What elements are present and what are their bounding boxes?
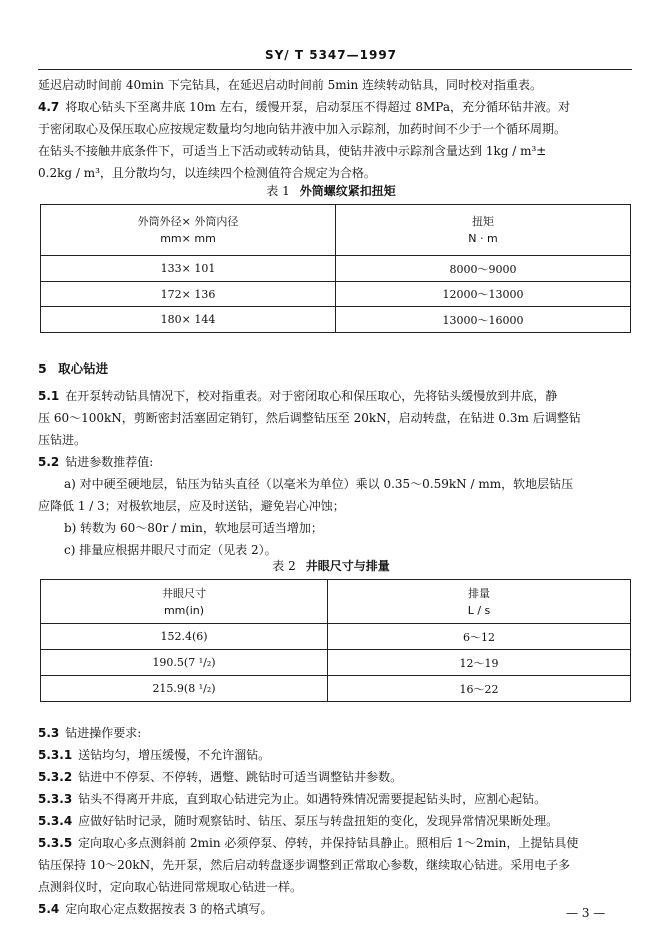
clause-text: 送钻均匀，增压缓慢，不允许溜钻。 bbox=[78, 748, 271, 762]
section-5-heading bbox=[38, 358, 634, 380]
table-1 bbox=[40, 204, 631, 333]
intro-line: 延迟启动时间前 40min 下完钻具，在延迟启动时间前 5min 连续转动钻具，同时校对指重表。 bbox=[38, 78, 543, 92]
clause-number: 5.1 bbox=[38, 389, 60, 403]
clause-5-1 bbox=[38, 385, 634, 451]
table-cell: 152.4(6) bbox=[41, 624, 328, 650]
table-cell: 190.5(7 ¹/₂) bbox=[41, 650, 328, 676]
table-header-cell: 外筒外径× 外筒内径 mm× mm bbox=[41, 205, 336, 256]
list-item-b: b) 转数为 60～80r / min，软地层可适当增加； bbox=[64, 521, 323, 535]
clause-number: 4.7 bbox=[38, 100, 60, 114]
clause-number: 5.3.3 bbox=[38, 792, 73, 806]
table-cell: 12～19 bbox=[328, 650, 631, 676]
clause-line: 于密闭取心及保压取心应按规定数量均匀地向钻井液中加入示踪剂，加药时间不少于一个循环周期。 bbox=[38, 122, 567, 136]
clause-5-2 bbox=[38, 451, 634, 561]
caption-number: 表 2 bbox=[272, 559, 296, 573]
table-header-cell: 扭矩 N · m bbox=[336, 205, 631, 256]
clause-title: 钻进操作要求: bbox=[65, 726, 142, 740]
table-row bbox=[41, 676, 631, 702]
table-cell: 172× 136 bbox=[41, 282, 336, 307]
header-rule bbox=[38, 69, 632, 70]
table-cell: 133× 101 bbox=[41, 256, 336, 282]
table-cell: 215.9(8 ¹/₂) bbox=[41, 676, 328, 702]
clause-text: 钻头不得离开井底，直到取心钻进完为止。如遇特殊情况需要提起钻头时，应割心起钻。 bbox=[78, 792, 547, 806]
table-row bbox=[41, 256, 631, 282]
clause-line: 定向取心多点测斜前 2min 必须停泵、停转，并保持钻具静止。照相后 1～2min，上提钻具使 bbox=[78, 836, 579, 850]
clause-line: 点测斜仪时，定向取心钻进同常规取心钻进一样。 bbox=[38, 880, 303, 894]
standard-header: SY/ T 5347—1997 bbox=[264, 48, 398, 62]
clause-text: 定向取心定点数据按表 3 的格式填写。 bbox=[65, 902, 273, 916]
clause-line: 将取心钻头下至离井底 10m 左右，缓慢开泵，启动泵压不得超过 8MPa，充分循环钻井液。对 bbox=[65, 100, 570, 114]
table-cell: 6～12 bbox=[328, 624, 631, 650]
table-header-cell: 井眼尺寸 mm(in) bbox=[41, 580, 328, 624]
table-row bbox=[41, 650, 631, 676]
clause-number: 5.2 bbox=[38, 455, 60, 469]
table-row bbox=[41, 282, 631, 307]
table-cell: 12000～13000 bbox=[336, 282, 631, 307]
clause-number: 5.4 bbox=[38, 902, 60, 916]
table-cell: 180× 144 bbox=[41, 307, 336, 333]
clause-text: 应做好钻时记录，随时观察钻时、钻压、泵压与转盘扭矩的变化，发现异常情况果断处理。 bbox=[78, 814, 559, 828]
clause-number: 5.3.2 bbox=[38, 770, 73, 784]
table-2-caption bbox=[0, 557, 662, 574]
page-number: — 3 — bbox=[566, 906, 606, 920]
table-1-caption bbox=[0, 182, 662, 199]
list-item-a: a) 对中硬至硬地层，钻压为钻头直径（以毫米为单位）乘以 0.35～0.59kN / mm，软地层钻压 bbox=[64, 477, 574, 491]
list-item-c: c) 排量应根据井眼尺寸而定（见表 2）。 bbox=[64, 543, 277, 557]
clause-line: 0.2kg / m³，且分散均匀，以连续四个检测值符合规定为合格。 bbox=[38, 166, 376, 180]
clause-line: 在钻头不接触井底条件下，可适当上下活动或转动钻具，使钻井液中示踪剂含量达到 1kg / m³± bbox=[38, 144, 547, 158]
list-item-a-continued: 应降低 1 / 3；对极软地层，应及时送钻，避免岩心冲蚀； bbox=[38, 499, 345, 513]
section-title: 取心钻进 bbox=[58, 361, 109, 376]
clause-5-3 bbox=[38, 722, 634, 920]
table-row bbox=[41, 624, 631, 650]
clause-number: 5.3.4 bbox=[38, 814, 73, 828]
table-cell: 16～22 bbox=[328, 676, 631, 702]
caption-number: 表 1 bbox=[266, 184, 290, 198]
clause-number: 5.3.5 bbox=[38, 836, 73, 850]
table-cell: 13000～16000 bbox=[336, 307, 631, 333]
clause-line: 钻压保持 10～20kN，先开泵，然后启动转盘逐步调整到正常取心参数，继续取心钻进。采用电子多 bbox=[38, 858, 571, 872]
caption-title: 井眼尺寸与排量 bbox=[305, 559, 390, 573]
clause-text: 钻进中不停泵、不停转，遇蹩、跳钻时可适当调整钻井参数。 bbox=[78, 770, 403, 784]
clause-number: 5.3 bbox=[38, 726, 60, 740]
clause-4-7 bbox=[38, 96, 634, 184]
clause-line: 在开泵转动钻具情况下，校对指重表。对于密闭取心和保压取心，先将钻头缓慢放到井底，静 bbox=[65, 389, 558, 403]
clause-title: 钻进参数推荐值: bbox=[65, 455, 154, 469]
clause-line: 压钻进。 bbox=[38, 433, 87, 447]
table-2 bbox=[40, 579, 631, 702]
caption-title: 外筒螺纹紧扣扭矩 bbox=[299, 184, 396, 198]
clause-line: 压 60～100kN，剪断密封活塞固定销钉，然后调整钻压至 20kN，启动转盘，在钻进 0.3m 后调整钻 bbox=[38, 411, 581, 425]
table-header-cell: 排量 L / s bbox=[328, 580, 631, 624]
section-number: 5 bbox=[38, 361, 47, 376]
clause-number: 5.3.1 bbox=[38, 748, 73, 762]
table-row bbox=[41, 307, 631, 333]
table-cell: 8000～9000 bbox=[336, 256, 631, 282]
